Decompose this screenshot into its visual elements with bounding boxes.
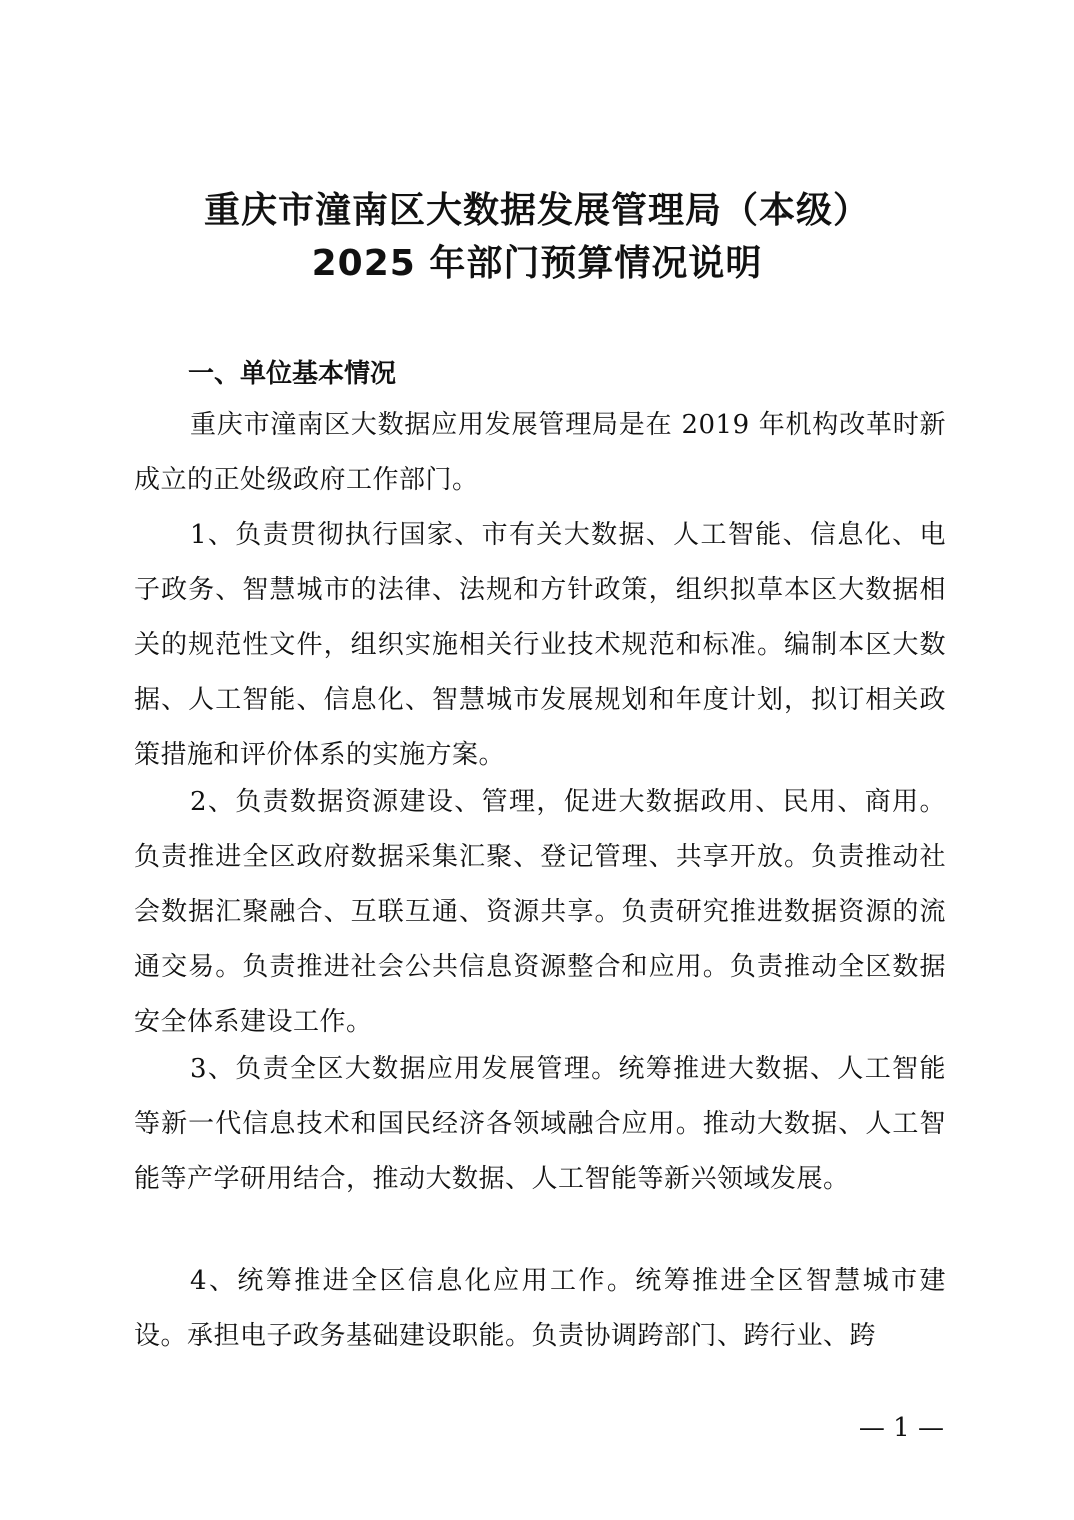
paragraph-duty-2: 2、负责数据资源建设、管理，促进大数据政用、民用、商用。负责推进全区政府数据采集汇聚、登记管理、共享开放。负责推动社会数据汇聚融合、互联互通、资源共享。负责研究推进数据资源的流通交易。负责推进社会公共信息资源整合和应用。负责推动全区数据安全体系建设工作。: [134, 787, 946, 1037]
section-heading: 一、单位基本情况: [188, 359, 397, 389]
paragraph-duty-1: 1、负责贯彻执行国家、市有关大数据、人工智能、信息化、电子政务、智慧城市的法律、法规和方针政策，组织拟草本区大数据相关的规范性文件，组织实施相关行业技术规范和标准。编制本区大数据、人工智能、信息化、智慧城市发展规划和年度计划，拟订相关政策措施和评价体系的实施方案。: [134, 520, 946, 770]
document-title-line2: 2025 年部门预算情况说明: [311, 243, 763, 284]
paragraph-duty-3: 3、负责全区大数据应用发展管理。统筹推进大数据、人工智能等新一代信息技术和国民经济各领域融合应用。推动大数据、人工智能等产学研用结合，推动大数据、人工智能等新兴领域发展。: [134, 1054, 946, 1194]
paragraph-duty-4: 4、统筹推进全区信息化应用工作。统筹推进全区智慧城市建设。承担电子政务基础建设职能。负责协调跨部门、跨行业、跨: [134, 1266, 946, 1351]
page-number: — 1 —: [858, 1413, 944, 1443]
paragraph-intro: 重庆市潼南区大数据应用发展管理局是在 2019 年机构改革时新成立的正处级政府工作部门。: [134, 410, 946, 495]
document-title-line1: 重庆市潼南区大数据发展管理局（本级）: [203, 190, 870, 231]
